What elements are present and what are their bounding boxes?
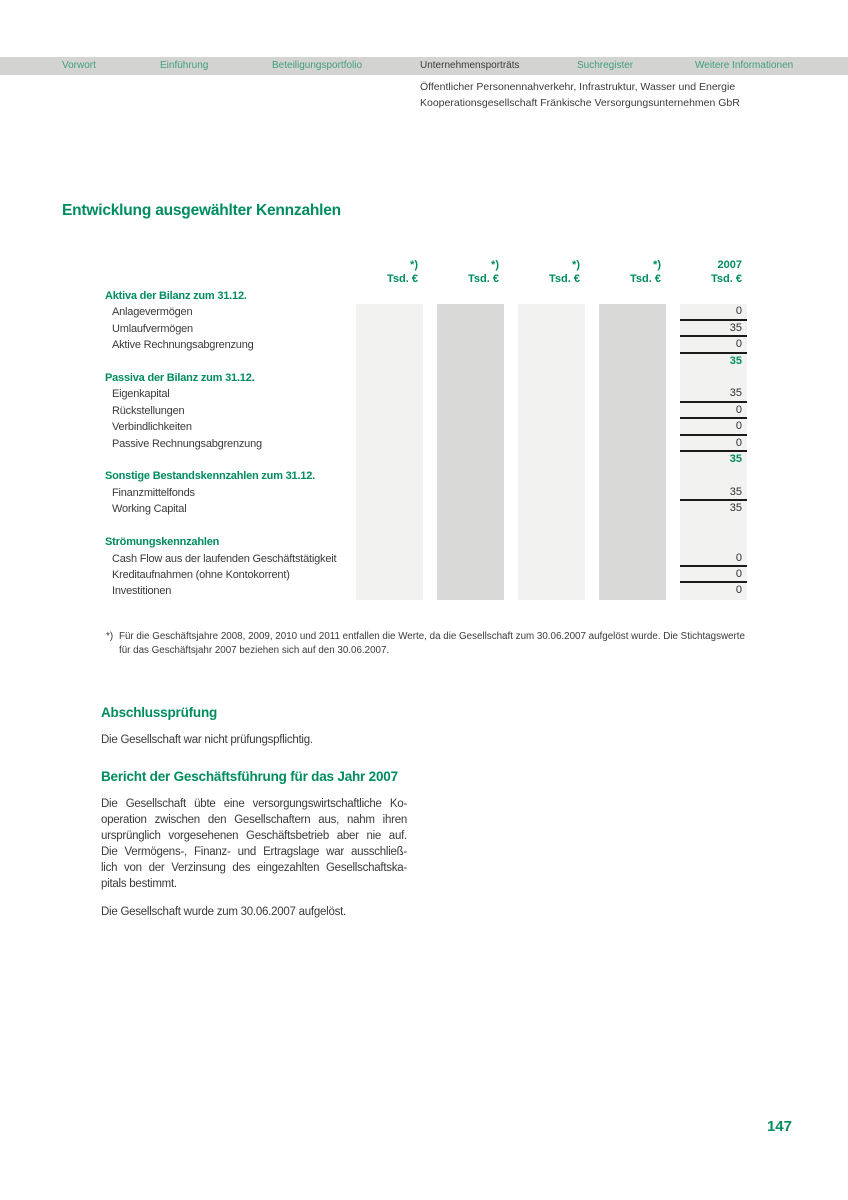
value-cell bbox=[599, 370, 666, 386]
table-row bbox=[105, 403, 747, 419]
row-label: Aktive Rechnungsabgrenzung bbox=[112, 339, 254, 352]
value-cell bbox=[356, 321, 423, 337]
value-cell bbox=[356, 452, 423, 468]
value-cell bbox=[518, 583, 585, 599]
value-cell bbox=[518, 551, 585, 567]
table-row bbox=[105, 583, 747, 599]
value-cell bbox=[518, 419, 585, 435]
section-heading: Sonstige Bestandskennzahlen zum 31.12. bbox=[105, 470, 316, 483]
table-rows bbox=[105, 288, 747, 600]
section-heading: Strömungskennzahlen bbox=[105, 536, 220, 549]
value-cell bbox=[599, 288, 666, 304]
value-cell bbox=[599, 534, 666, 550]
section-heading: Aktiva der Bilanz zum 31.12. bbox=[105, 290, 247, 302]
section-title-line2: Kooperationsgesellschaft Fränkische Versorgungsunternehmen GbR bbox=[420, 96, 740, 109]
table-row bbox=[105, 534, 747, 550]
value-cell bbox=[356, 370, 423, 386]
value-cell bbox=[356, 337, 423, 353]
value-cell bbox=[356, 485, 423, 501]
value-cell bbox=[437, 370, 504, 386]
value-cell bbox=[518, 321, 585, 337]
value-cell bbox=[437, 321, 504, 337]
value-cell: 35 bbox=[680, 321, 747, 337]
value-cell bbox=[356, 304, 423, 320]
value-cell bbox=[437, 551, 504, 567]
value-cell bbox=[518, 288, 585, 304]
value-cell bbox=[599, 304, 666, 320]
value-cell: 0 bbox=[680, 419, 747, 435]
value-cell bbox=[437, 288, 504, 304]
value-cell bbox=[599, 501, 666, 517]
value-cell: 35 bbox=[680, 485, 747, 501]
nav-item-suchregister[interactable]: Suchregister bbox=[577, 60, 634, 71]
value-cell bbox=[437, 452, 504, 468]
value-cell: 35 bbox=[680, 386, 747, 402]
report-line: operation zwischen den Gesellschaftern aus, nahm ihren bbox=[101, 814, 407, 826]
value-cell bbox=[356, 386, 423, 402]
table-row bbox=[105, 288, 747, 304]
value-cell bbox=[599, 567, 666, 583]
value-cell bbox=[356, 567, 423, 583]
value-cell bbox=[437, 485, 504, 501]
report-line: lich von der Verzinsung des eingezahlten Gesellschaftska- bbox=[101, 862, 407, 874]
value-cell bbox=[599, 518, 666, 534]
value-cell bbox=[437, 337, 504, 353]
table-row bbox=[105, 337, 747, 353]
nav-item-unternehmensportr-ts[interactable]: Unternehmensporträts bbox=[420, 60, 520, 71]
row-label: Kreditaufnahmen (ohne Kontokorrent) bbox=[112, 568, 290, 581]
value-cell bbox=[518, 518, 585, 534]
row-label bbox=[105, 452, 356, 468]
value-cell bbox=[356, 403, 423, 419]
value-cell bbox=[518, 354, 585, 370]
value-cell bbox=[356, 518, 423, 534]
nav-item-vorwort[interactable]: Vorwort bbox=[62, 60, 96, 71]
para-report bbox=[101, 796, 407, 892]
value-cell bbox=[518, 468, 585, 484]
value-cell bbox=[599, 354, 666, 370]
table-row bbox=[105, 501, 747, 517]
row-label: Umlaufvermögen bbox=[112, 322, 193, 335]
body-column bbox=[101, 705, 407, 920]
table-row bbox=[105, 354, 747, 370]
table-row bbox=[105, 485, 747, 501]
heading-audit: Abschlussprüfung bbox=[101, 705, 218, 720]
value-cell: 35 bbox=[729, 453, 742, 466]
row-label: Finanzmittelfonds bbox=[112, 486, 195, 499]
value-cell bbox=[518, 567, 585, 583]
report-line: Die Gesellschaft übte eine versorgungswirtschaftliche Ko- bbox=[101, 798, 407, 810]
value-cell bbox=[356, 501, 423, 517]
nav-item-einf-hrung[interactable]: Einführung bbox=[160, 60, 209, 71]
row-label: Cash Flow aus der laufenden Geschäftstätigkeit bbox=[112, 552, 337, 565]
value-cell bbox=[437, 501, 504, 517]
value-cell bbox=[437, 534, 504, 550]
table-row bbox=[105, 452, 747, 468]
value-cell bbox=[437, 567, 504, 583]
nav-item-beteiligungsportfolio[interactable]: Beteiligungsportfolio bbox=[272, 60, 363, 71]
value-cell: 0 bbox=[680, 337, 747, 353]
report-line: Die Vermögens-, Finanz- und Ertragslage war ausschließ- bbox=[101, 846, 407, 858]
value-cell bbox=[599, 485, 666, 501]
value-cell bbox=[599, 403, 666, 419]
value-cell bbox=[437, 304, 504, 320]
value-cell bbox=[437, 419, 504, 435]
row-label: Eigenkapital bbox=[112, 388, 170, 401]
value-cell bbox=[356, 551, 423, 567]
table-row bbox=[105, 370, 747, 386]
value-cell: 35 bbox=[729, 502, 742, 515]
value-cell bbox=[680, 288, 747, 304]
value-cell bbox=[518, 386, 585, 402]
row-label: Verbindlichkeiten bbox=[112, 421, 192, 434]
value-cell bbox=[437, 403, 504, 419]
value-cell bbox=[599, 321, 666, 337]
key-figures-table bbox=[105, 288, 747, 600]
value-cell bbox=[518, 370, 585, 386]
value-cell bbox=[437, 468, 504, 484]
value-cell bbox=[356, 288, 423, 304]
para-audit: Die Gesellschaft war nicht prüfungspflichtig. bbox=[101, 734, 313, 746]
column-header: *) Tsd. € bbox=[630, 259, 661, 285]
value-cell bbox=[356, 419, 423, 435]
value-cell bbox=[356, 534, 423, 550]
page-number: 147 bbox=[766, 1118, 792, 1135]
section-heading: Passiva der Bilanz zum 31.12. bbox=[105, 372, 255, 385]
value-cell bbox=[518, 337, 585, 353]
para-dissolved: Die Gesellschaft wurde zum 30.06.2007 aufgelöst. bbox=[101, 906, 346, 918]
value-cell bbox=[437, 386, 504, 402]
value-cell bbox=[437, 436, 504, 452]
table-row bbox=[105, 419, 747, 435]
value-cell bbox=[599, 419, 666, 435]
value-cell bbox=[599, 337, 666, 353]
section-title bbox=[420, 80, 740, 111]
value-cell bbox=[599, 551, 666, 567]
row-label: Working Capital bbox=[112, 503, 187, 516]
value-cell bbox=[599, 436, 666, 452]
row-label: Rückstellungen bbox=[112, 404, 185, 417]
value-cell bbox=[518, 534, 585, 550]
heading-report: Bericht der Geschäftsführung für das Jahr 2007 bbox=[101, 769, 398, 784]
value-cell: 0 bbox=[680, 304, 747, 320]
value-cell: 0 bbox=[680, 403, 747, 419]
table-column-headers bbox=[105, 258, 747, 289]
value-cell bbox=[680, 370, 747, 386]
table-row bbox=[105, 518, 747, 534]
table-row bbox=[105, 386, 747, 402]
value-cell bbox=[599, 386, 666, 402]
row-label: Anlagevermögen bbox=[112, 306, 193, 319]
row-label: Passive Rechnungsabgrenzung bbox=[112, 437, 262, 450]
value-cell bbox=[437, 518, 504, 534]
footnote-marker: *) bbox=[106, 631, 114, 642]
value-cell bbox=[680, 468, 747, 484]
column-header: *) Tsd. € bbox=[387, 259, 418, 285]
value-cell bbox=[518, 452, 585, 468]
table-row bbox=[105, 304, 747, 320]
value-cell bbox=[599, 583, 666, 599]
value-cell bbox=[599, 452, 666, 468]
table-row bbox=[105, 321, 747, 337]
report-line: ursprünglich vorgesehenen Geschäftsbetrieb aber nie auf. bbox=[101, 830, 407, 842]
section-title-line1: Öffentlicher Personennahverkehr, Infrastruktur, Wasser und Energie bbox=[420, 81, 736, 93]
column-header: *) Tsd. € bbox=[468, 259, 499, 285]
footnote bbox=[106, 630, 747, 657]
report-line: pitals bestimmt. bbox=[101, 878, 177, 890]
value-cell bbox=[437, 354, 504, 370]
value-cell bbox=[518, 485, 585, 501]
value-cell bbox=[356, 354, 423, 370]
row-label: Investitionen bbox=[112, 585, 172, 598]
value-cell bbox=[680, 534, 747, 550]
nav-item-weitere-informationen[interactable]: Weitere Informationen bbox=[695, 60, 794, 71]
value-cell bbox=[356, 436, 423, 452]
page-title: Entwicklung ausgewählter Kennzahlen bbox=[62, 202, 341, 219]
value-cell bbox=[356, 583, 423, 599]
value-cell: 0 bbox=[680, 551, 747, 567]
value-cell bbox=[518, 501, 585, 517]
value-cell bbox=[437, 583, 504, 599]
column-header: 2007 Tsd. € bbox=[711, 259, 742, 285]
value-cell bbox=[518, 304, 585, 320]
column-header: *) Tsd. € bbox=[549, 259, 580, 285]
top-nav-bar bbox=[0, 57, 848, 75]
table-row bbox=[105, 551, 747, 567]
footnote-text: Für die Geschäftsjahre 2008, 2009, 2010 und 2011 entfallen die Werte, da die Gesellschaft zum 30.06.2007 aufgelöst wurde. Die Stichtagswerte für das Geschäftsjahr 2007 beziehen sich auf den 30.06.2007. bbox=[119, 631, 745, 656]
table-row bbox=[105, 567, 747, 583]
row-label bbox=[105, 518, 356, 534]
value-cell bbox=[599, 468, 666, 484]
value-cell bbox=[518, 436, 585, 452]
value-cell: 0 bbox=[680, 567, 747, 583]
value-cell bbox=[518, 403, 585, 419]
row-label bbox=[105, 354, 356, 370]
table-row bbox=[105, 436, 747, 452]
value-cell: 0 bbox=[735, 584, 742, 597]
value-cell: 35 bbox=[729, 354, 742, 367]
value-cell: 0 bbox=[680, 436, 747, 452]
value-cell bbox=[356, 468, 423, 484]
value-cell bbox=[680, 518, 747, 534]
table-row bbox=[105, 468, 747, 484]
